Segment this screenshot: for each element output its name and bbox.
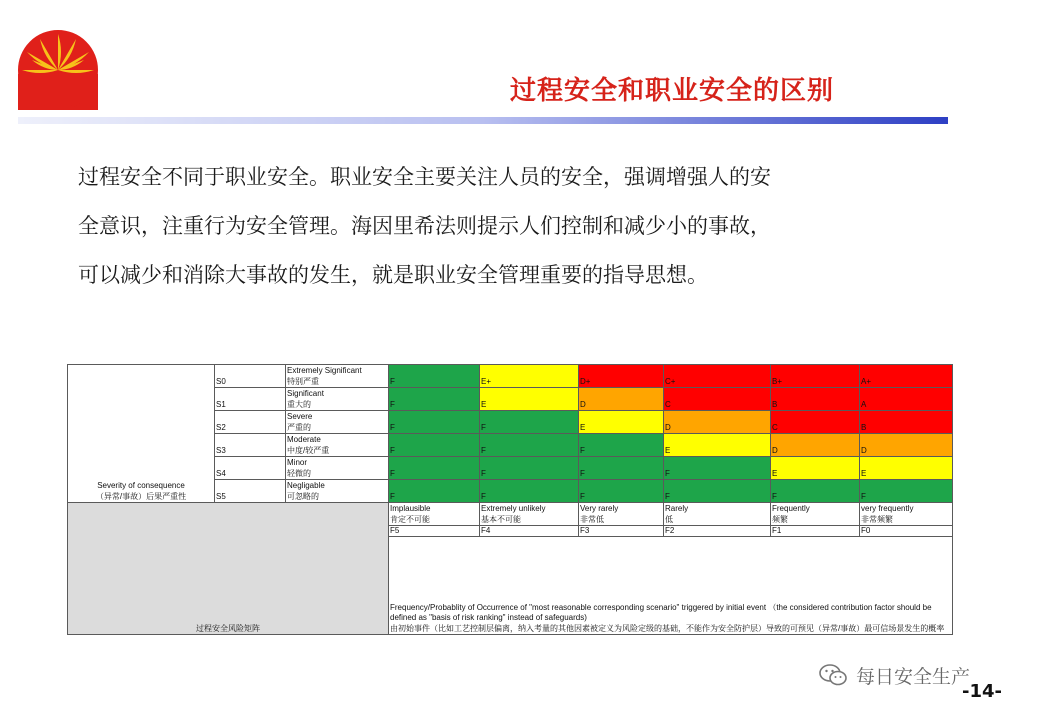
frequency-note: Frequency/Probablity of Occurrence of "most reasonable corresponding scenario" triggered by initial event （the considered contribution factor should be defined as "basis of risk ranking" instead of safeguards) 由初始事件（比如工艺控制层偏离，纳入考量的其他因素被定义为风险定级的基础，不能作为安全防护层）导致的可预见（异常/事故）最可信场景发生的概率 (389, 537, 953, 635)
risk-cell: F (480, 434, 579, 457)
watermark-text: 每日安全生产 (856, 665, 971, 688)
risk-cell: F (579, 434, 664, 457)
severity-desc: Significant 重大的 (286, 388, 389, 411)
watermark (818, 655, 970, 695)
risk-cell: C (771, 411, 860, 434)
severity-level: S1 (215, 388, 286, 411)
risk-cell: F (389, 434, 480, 457)
frequency-header: Extremely unlikely 基本不可能 (480, 503, 579, 526)
risk-cell: D+ (579, 365, 664, 388)
company-logo-icon (18, 30, 98, 110)
risk-cell: C (664, 388, 771, 411)
frequency-header: Rarely 低 (664, 503, 771, 526)
frequency-header: Very rarely 非常低 (579, 503, 664, 526)
frequency-code: F5 (389, 526, 480, 537)
risk-cell: E (860, 457, 953, 480)
risk-cell: F (389, 365, 480, 388)
risk-cell: F (480, 411, 579, 434)
frequency-header: Implausible 肯定不可能 (389, 503, 480, 526)
risk-cell: F (480, 457, 579, 480)
frequency-header: Frequently 频繁 (771, 503, 860, 526)
risk-cell: C+ (664, 365, 771, 388)
frequency-code: F4 (480, 526, 579, 537)
risk-cell: E+ (480, 365, 579, 388)
severity-level: S4 (215, 457, 286, 480)
page-number: -14- (962, 681, 1002, 702)
frequency-code: F0 (860, 526, 953, 537)
risk-cell: F (389, 411, 480, 434)
risk-cell: F (389, 457, 480, 480)
risk-cell: F (771, 480, 860, 503)
risk-cell: F (389, 388, 480, 411)
risk-cell: E (480, 388, 579, 411)
risk-cell: F (579, 480, 664, 503)
risk-cell: A+ (860, 365, 953, 388)
risk-cell: F (579, 457, 664, 480)
risk-cell: B (860, 411, 953, 434)
title-divider (18, 117, 948, 124)
severity-level: S5 (215, 480, 286, 503)
frequency-code: F3 (579, 526, 664, 537)
risk-cell: D (579, 388, 664, 411)
severity-level: S3 (215, 434, 286, 457)
risk-cell: F (860, 480, 953, 503)
risk-cell: E (579, 411, 664, 434)
risk-cell: F (480, 480, 579, 503)
severity-desc: Negligable 可忽略的 (286, 480, 389, 503)
risk-cell: E (771, 457, 860, 480)
risk-cell: D (664, 411, 771, 434)
risk-cell: B (771, 388, 860, 411)
severity-desc: Severe 严重的 (286, 411, 389, 434)
risk-cell: D (860, 434, 953, 457)
severity-desc: Extremely Significant 特别严重 (286, 365, 389, 388)
intro-line: 全意识，注重行为安全管理。海因里希法则提示人们控制和减少小的事故， (78, 214, 771, 238)
risk-matrix-table (67, 364, 953, 635)
severity-desc: Moderate 中度/较严重 (286, 434, 389, 457)
risk-cell: E (664, 434, 771, 457)
severity-label: Severity of consequence （异常/事故）后果严重性 (68, 365, 215, 503)
risk-cell: A (860, 388, 953, 411)
severity-level: S0 (215, 365, 286, 388)
wechat-icon (818, 662, 848, 688)
risk-cell: F (664, 457, 771, 480)
intro-line: 可以减少和消除大事故的发生，就是职业安全管理重要的指导思想。 (78, 263, 708, 287)
frequency-code: F1 (771, 526, 860, 537)
matrix-label: 过程安全风险矩阵 (68, 503, 389, 635)
risk-cell: D (771, 434, 860, 457)
frequency-code: F2 (664, 526, 771, 537)
frequency-header: very frequently 非常频繁 (860, 503, 953, 526)
intro-line: 过程安全不同于职业安全。职业安全主要关注人员的安全，强调增强人的安 (78, 165, 771, 189)
risk-cell: F (389, 480, 480, 503)
page-title: 过程安全和职业安全的区别 (510, 76, 835, 106)
severity-desc: Minor 轻微的 (286, 457, 389, 480)
risk-cell: B+ (771, 365, 860, 388)
intro-paragraph (78, 153, 978, 300)
severity-level: S2 (215, 411, 286, 434)
risk-cell: F (664, 480, 771, 503)
